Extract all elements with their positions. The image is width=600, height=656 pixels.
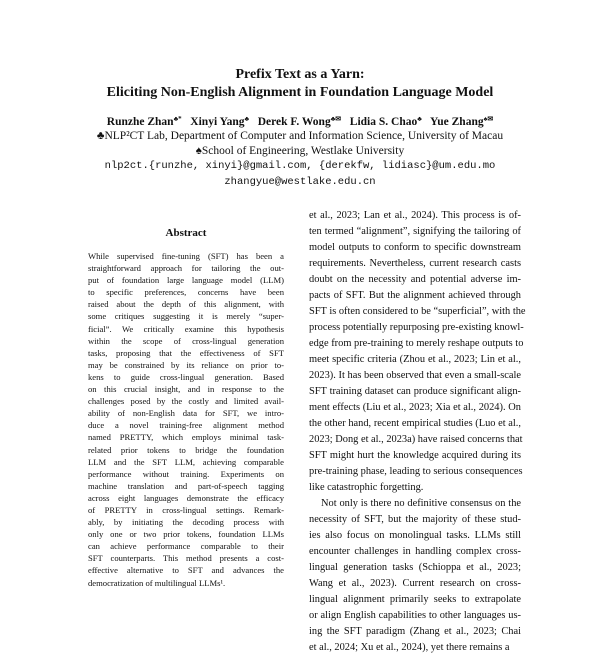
body-column — [309, 208, 526, 656]
affiliation-2: ♠School of Engineering, Westlake University — [195, 145, 405, 157]
text-line: of PRETTY in cross-lingual settings. Remark- — [88, 504, 284, 515]
author-name: Yue Zhang — [430, 116, 484, 128]
affiliation-1: ♣NLP²CT Lab, Department of Computer and Information Science, University of Macau — [96, 130, 504, 142]
abstract-heading: Abstract — [165, 227, 207, 239]
text-line: SFT is often considered to be “superficial”, with the — [309, 306, 526, 317]
text-line: SFT might hurt the knowledge acquired during its — [309, 450, 521, 461]
text-line: challenges posed by the costly and limited avail- — [88, 396, 284, 407]
text-line: encounter challenges in handling complex cross- — [309, 546, 521, 557]
body-paragraph-2 — [309, 496, 521, 656]
paper-title-line-1: Prefix Text as a Yarn: — [235, 67, 365, 82]
text-line: related prior tokens to bridge the foundation — [88, 444, 284, 455]
text-line: ing the SFT paradigm (Zhang et al., 2023; Chai — [309, 626, 521, 637]
author-mark: ♠✉ — [483, 115, 494, 123]
text-line: duce a novel training-free alignment method — [88, 420, 284, 431]
text-line: the other hand, recent empirical studies (Luo et al., — [309, 418, 521, 429]
text-line: to specific preferences, concerns have been — [88, 287, 284, 298]
author-name: Runzhe Zhan — [106, 116, 174, 128]
text-line: ably, by initiating the decoding process with — [88, 517, 284, 528]
paper-title-line-2: Eliciting Non-English Alignment in Foundation Language Model — [106, 85, 494, 100]
text-line: Not only is there no definitive consensus on the — [321, 498, 521, 509]
text-line: across eight languages demonstrate the efficacy — [88, 492, 284, 503]
text-line: necessity of SFT, but the majority of these stud- — [309, 514, 521, 525]
text-line: on this crucial insight, and in response to the — [88, 384, 284, 395]
text-line: machine translation and part-of-speech tagging — [88, 480, 284, 491]
text-line: ment effects (Liu et al., 2023; Xia et al., 2024). On — [309, 402, 521, 413]
text-line: only one or two prior tokens, foundation LLMs — [88, 529, 284, 540]
text-line: can achieve performance comparable to their — [88, 541, 284, 552]
author-mark: ♣ — [244, 115, 250, 123]
text-line: democratization of multilingual LLMs¹. — [88, 577, 226, 588]
text-line: ability of non-English data for SFT, we intro- — [88, 408, 284, 419]
text-line: lingual alignment primarily seeks to extrapolate — [309, 594, 521, 605]
author-list — [0, 112, 600, 129]
text-line: tasks, proposing that the effectiveness of SFT — [88, 347, 284, 358]
author-mark: ♣✉ — [330, 115, 342, 123]
text-line: doubt on the necessity and potential adverse im- — [309, 274, 521, 285]
text-line: like catastrophic forgetting. — [309, 482, 424, 493]
text-line: lingual generation tasks (Schioppa et al., 2023; — [309, 562, 521, 573]
text-line: ficial”. We critically examine this hypothesis — [88, 323, 284, 334]
text-line: meet specific criteria (Zhou et al., 2023; Lin et al., — [309, 354, 521, 365]
author-name: Derek F. Wong — [257, 116, 331, 128]
text-line: ies also focus on monolingual tasks. LLMs still — [309, 530, 521, 541]
author-mark: ♣* — [173, 115, 182, 123]
text-line: raised about the depth of this alignment, with — [88, 299, 284, 310]
text-line: within the scope of cross-lingual generation — [88, 335, 284, 346]
text-line: LLM and the SFT LLM, achieving comparable — [88, 456, 284, 467]
text-line: SFT training dataset can produce significant align- — [309, 386, 521, 397]
text-line: 2023). It has been observed that even a small-scale — [309, 370, 521, 381]
text-line: process potentially repurposing pre-existing knowl- — [309, 322, 524, 333]
text-line: edge from pre-training to merely reshape outputs to — [309, 338, 524, 349]
text-line: or align English capabilities to other languages us- — [309, 610, 521, 621]
text-line: may be constrained by its reliance on prior to- — [88, 359, 284, 370]
text-line: et al., 2023; Lan et al., 2024). This process is of- — [309, 210, 521, 221]
text-line: effective alternative to SFT and advances the — [88, 565, 284, 576]
text-line: pre-training phase, leading to serious consequences — [309, 466, 523, 477]
author-mark: ♣ — [417, 115, 422, 123]
author-name: Lidia S. Chao — [349, 116, 418, 128]
text-line: performance without training. Experiments on — [88, 468, 284, 479]
text-line: Wang et al., 2023). Current research on cross- — [309, 578, 521, 589]
body-paragraph-1 — [309, 208, 526, 496]
text-line: some critiques suggesting it is merely “super- — [88, 311, 284, 322]
text-line: requirements. Nevertheless, current research casts — [309, 258, 521, 269]
text-line: model outputs to conform to specific downstream — [309, 242, 521, 253]
abstract-body — [88, 250, 284, 589]
text-line: put of foundation large language model (LLM) — [88, 275, 284, 286]
text-line: SFT counterparts. This method presents a cost- — [88, 553, 284, 564]
text-line: While supervised fine-tuning (SFT) has been a — [88, 251, 284, 261]
email-line-1: nlp2ct.{runzhe, xinyi}@gmail.com, {derekfw, lidiasc}@um.edu.mo — [104, 160, 496, 172]
text-line: named PRETTY, which employs minimal task- — [88, 432, 284, 443]
author-name: Xinyi Yang — [190, 116, 245, 128]
text-line: ten termed “alignment”, signifying the tailoring of — [309, 226, 521, 237]
text-line: et al., 2024; Xu et al., 2024), yet there remains a — [309, 642, 510, 653]
text-line: straightforward approach for tailoring the out- — [88, 263, 284, 274]
text-line: kens to guide cross-lingual generation. Based — [88, 371, 284, 382]
email-line-2: zhangyue@westlake.edu.cn — [224, 176, 376, 188]
text-line: pacts of SFT. But the alignment achieved through — [309, 290, 521, 301]
text-line: 2023; Dong et al., 2023a) have raised concerns that — [309, 434, 523, 445]
